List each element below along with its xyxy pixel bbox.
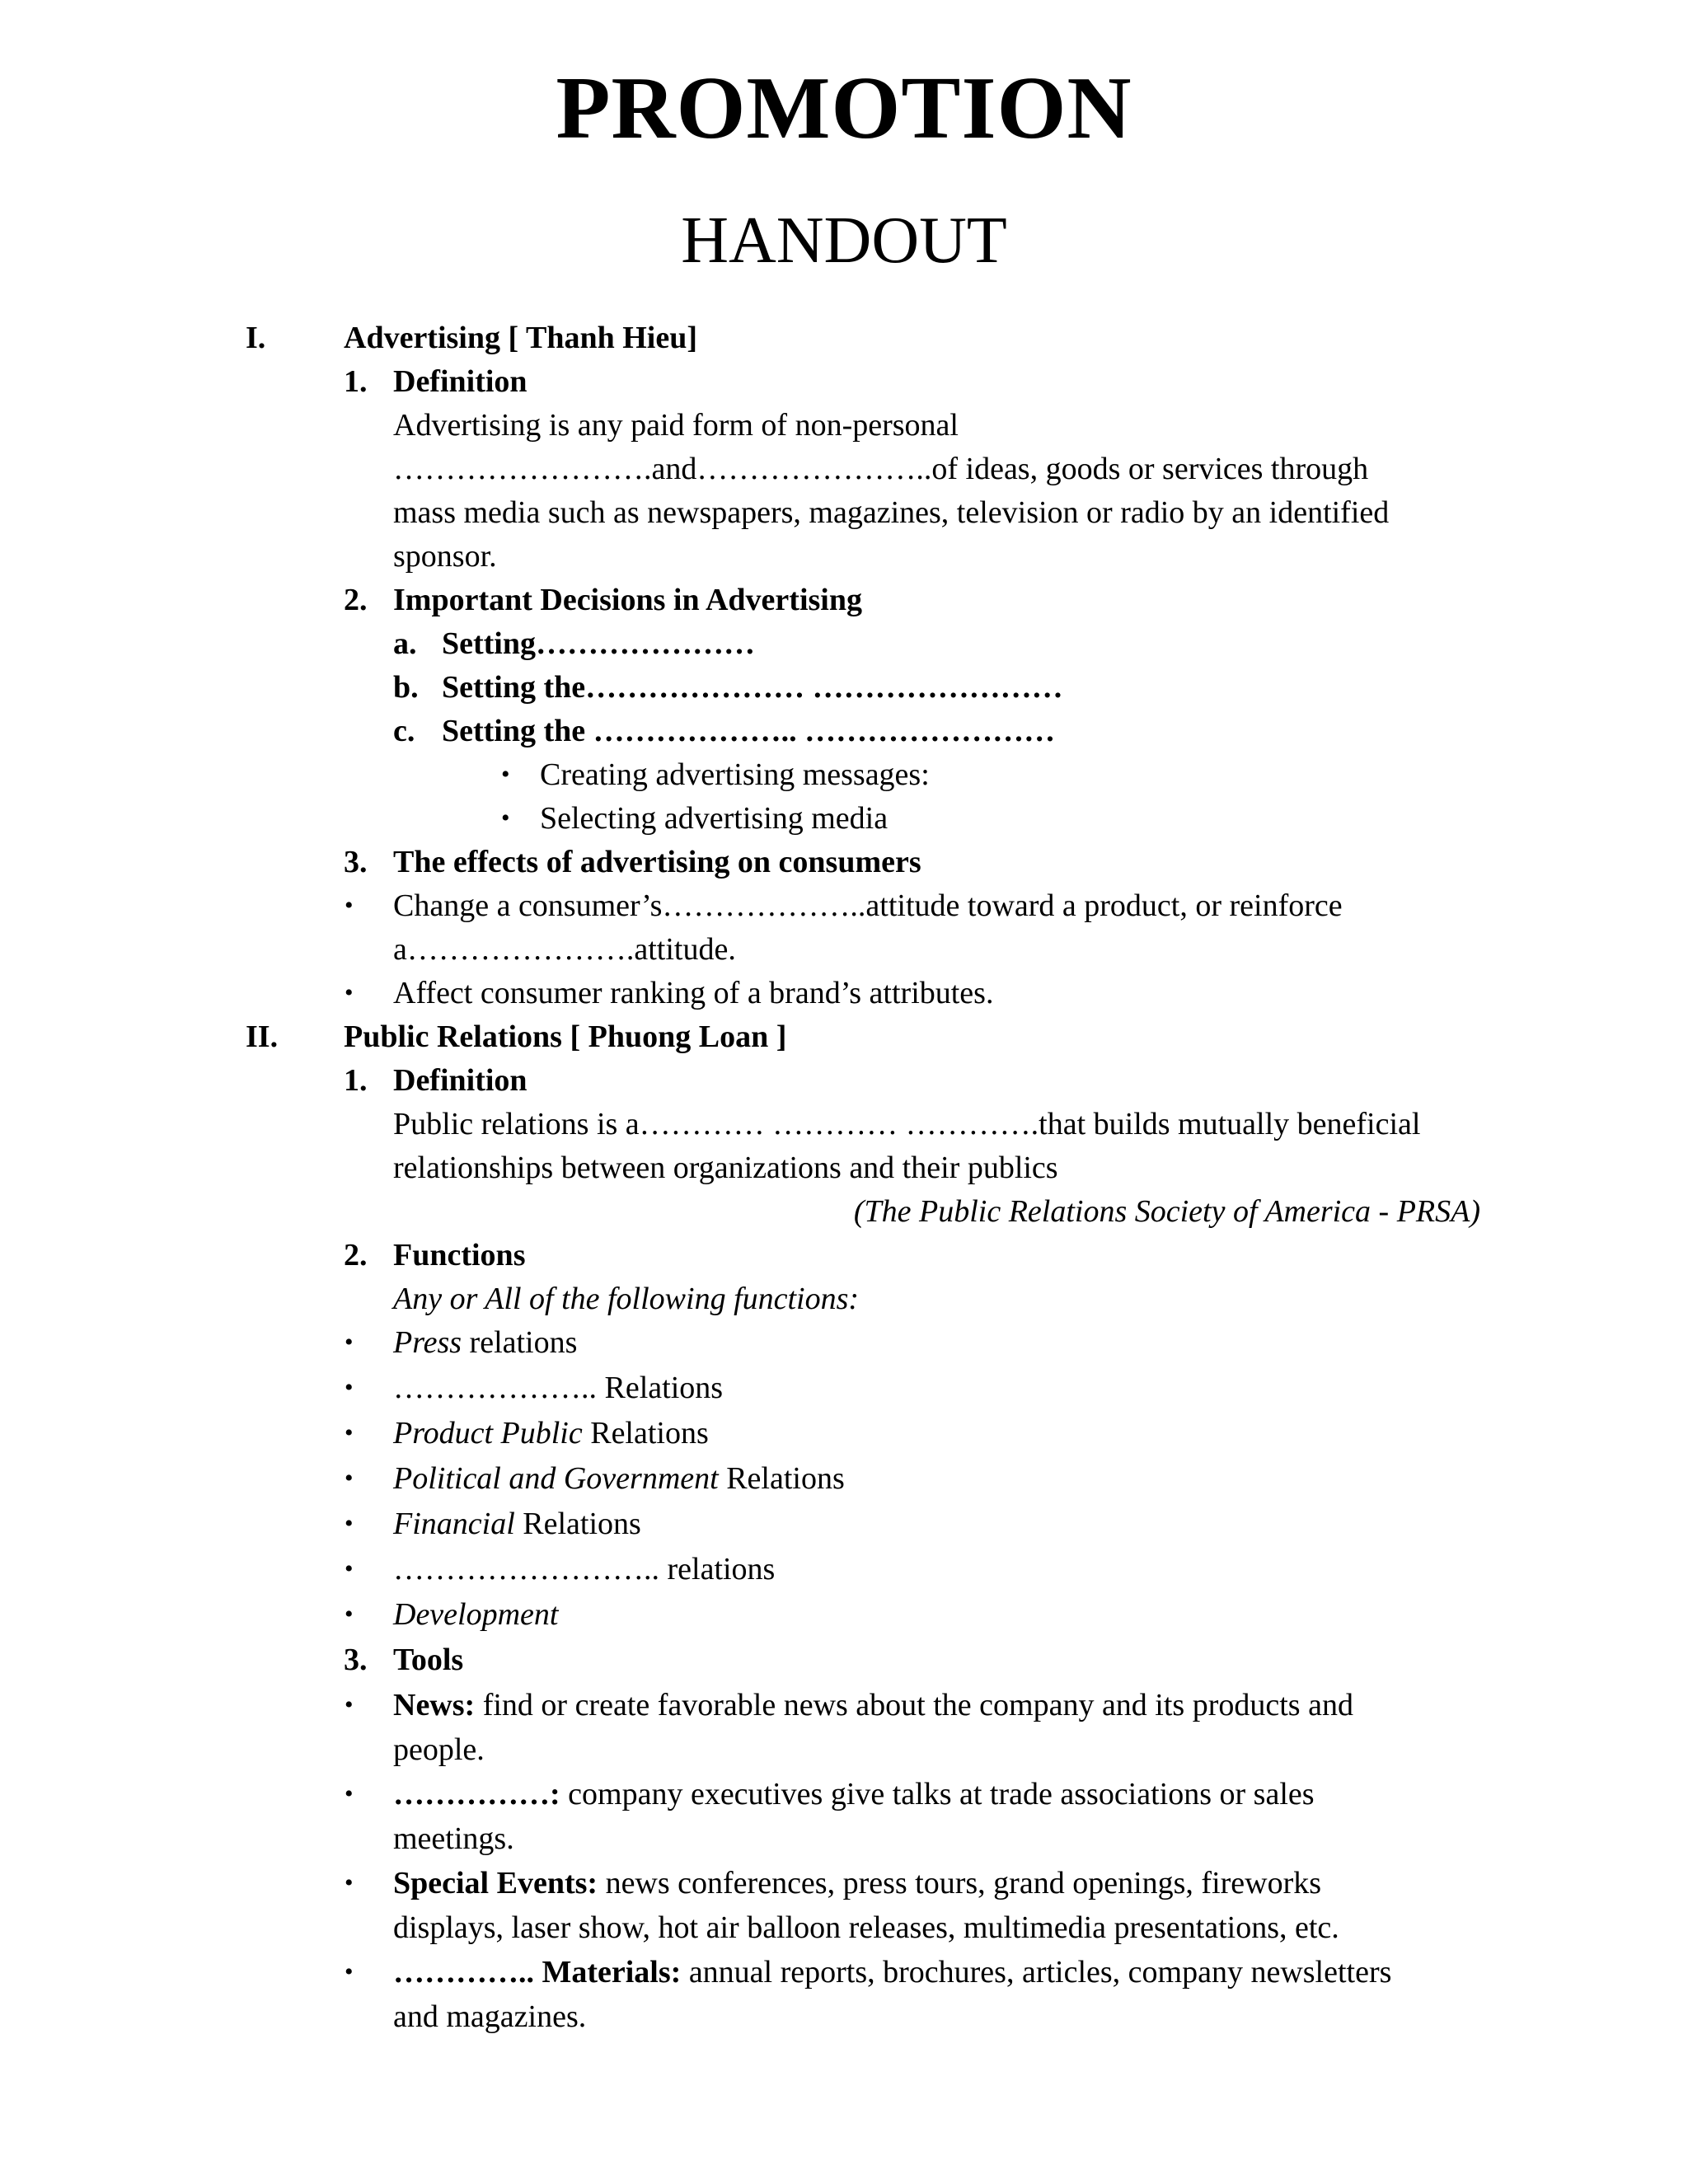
list-marker: c. xyxy=(393,714,415,748)
subheading-text: Important Decisions in Advertising xyxy=(393,583,862,617)
subheading-text: Definition xyxy=(393,364,528,399)
bullet-icon: • xyxy=(345,1419,354,1446)
bullet-icon: • xyxy=(345,1510,354,1537)
subheading-text: Tools xyxy=(393,1643,464,1677)
bullet-icon: • xyxy=(501,804,510,832)
section-title: Advertising [ Thanh Hieu] xyxy=(344,321,697,355)
item-number: 1. xyxy=(344,1063,368,1098)
subheading-text: The effects of advertising on consumers xyxy=(393,845,921,879)
bullet-icon: • xyxy=(345,1780,354,1807)
bullet-icon: • xyxy=(501,761,510,788)
tool-label: Special Events: xyxy=(393,1866,598,1900)
section-number: II. xyxy=(246,1019,279,1054)
document-title: PROMOTION xyxy=(556,59,1132,157)
bullet-icon: • xyxy=(345,1691,354,1718)
citation: (The Public Relations Society of America - PRSA) xyxy=(853,1194,1480,1229)
list-marker: b. xyxy=(393,670,419,705)
bullet-icon: • xyxy=(345,1374,354,1401)
section-title: Public Relations [ Phuong Loan ] xyxy=(344,1019,787,1054)
bullet-icon: • xyxy=(345,892,354,919)
bullet-icon: • xyxy=(345,1555,354,1582)
tool-label: News: xyxy=(393,1688,476,1722)
item-number: 2. xyxy=(344,1238,368,1272)
citation-line xyxy=(0,1189,1480,1234)
tool-label: ………….. Materials: xyxy=(393,1955,682,1990)
bullet-icon: • xyxy=(345,1869,354,1896)
item-number: 3. xyxy=(344,1643,368,1677)
subheading-text: Functions xyxy=(393,1238,526,1272)
document-subtitle: HANDOUT xyxy=(681,204,1007,277)
list-marker: a. xyxy=(393,626,417,661)
item-number: 3. xyxy=(344,845,368,879)
tool-label: ……………: xyxy=(393,1777,560,1811)
bullet-icon: • xyxy=(345,1465,354,1492)
bullet-icon: • xyxy=(345,1958,354,1985)
item-number: 1. xyxy=(344,364,368,399)
bullet-icon: • xyxy=(345,1601,354,1628)
section-number: I. xyxy=(246,321,266,355)
bullet-icon: • xyxy=(345,1329,354,1356)
bullet-icon: • xyxy=(345,979,354,1006)
subheading-text: Definition xyxy=(393,1063,528,1098)
item-number: 2. xyxy=(344,583,368,617)
